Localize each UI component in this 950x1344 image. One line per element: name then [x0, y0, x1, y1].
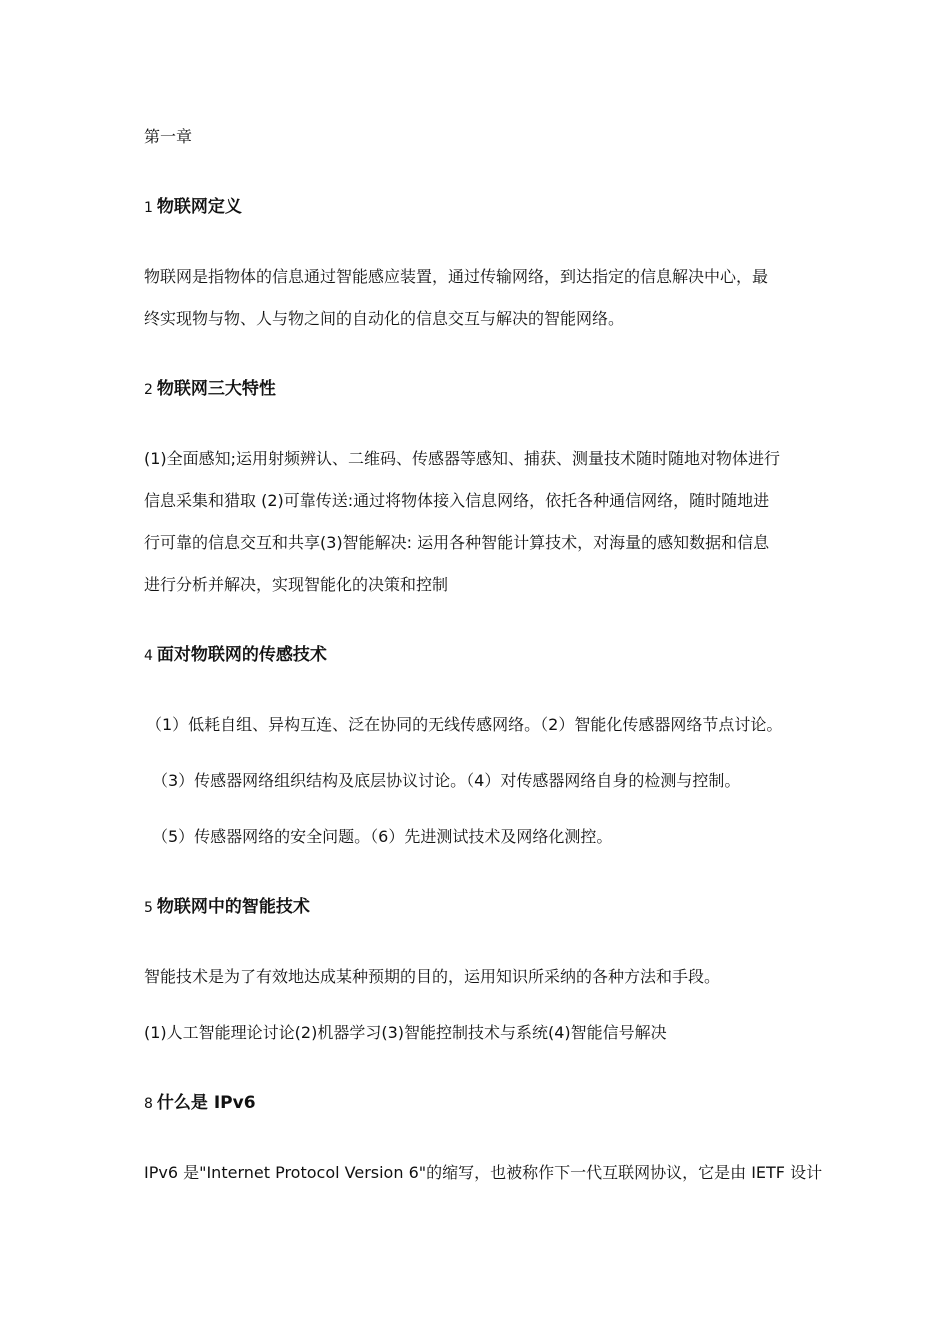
- section-4-heading: [144, 645, 327, 666]
- section-title: 物联网中的智能技术: [156, 897, 310, 917]
- section-2-heading: [144, 379, 276, 400]
- section-number: 5: [144, 900, 153, 916]
- paragraph-line: 终实现物与物、人与物之间的自动化的信息交互与解决的智能网络。: [144, 309, 625, 328]
- list-line: （1）低耗自组、异构互连、泛在协同的无线传感网络。（2）智能化传感器网络节点讨论。: [146, 715, 783, 734]
- section-number: 2: [144, 382, 153, 398]
- section-title: 什么是 IPv6: [156, 1093, 256, 1113]
- section-number: 4: [144, 648, 153, 664]
- paragraph-line: (1)人工智能理论讨论(2)机器学习(3)智能控制技术与系统(4)智能信号解决: [144, 1023, 667, 1042]
- list-line: （3）传感器网络组织结构及底层协议讨论。（4）对传感器网络自身的检测与控制。: [152, 771, 741, 790]
- paragraph-line: 进行分析并解决，实现智能化的决策和控制: [144, 575, 449, 594]
- section-8-heading: [144, 1093, 256, 1114]
- paragraph-line: 物联网是指物体的信息通过智能感应装置，通过传输网络，到达指定的信息解决中心，最: [144, 267, 769, 286]
- paragraph-line: 行可靠的信息交互和共享(3)智能解决: 运用各种智能计算技术，对海量的感知数据和信息: [144, 533, 770, 552]
- section-title: 物联网三大特性: [156, 379, 276, 399]
- section-title: 面对物联网的传感技术: [156, 645, 327, 665]
- section-title: 物联网定义: [156, 197, 242, 217]
- section-number: 1: [144, 200, 153, 216]
- section-1-heading: [144, 197, 242, 218]
- paragraph-line: IPv6 是"Internet Protocol Version 6"的缩写，也被称作下一代互联网协议，它是由 IETF 设计: [144, 1163, 823, 1182]
- paragraph-line: 智能技术是为了有效地达成某种预期的目的，运用知识所采纳的各种方法和手段。: [144, 967, 721, 986]
- paragraph-line: 信息采集和猎取 (2)可靠传送:通过将物体接入信息网络，依托各种通信网络，随时随地进: [144, 491, 770, 510]
- section-number: 8: [144, 1096, 153, 1112]
- list-line: （5）传感器网络的安全问题。（6）先进测试技术及网络化测控。: [152, 827, 613, 846]
- section-5-heading: [144, 897, 310, 918]
- chapter-title: 第一章: [144, 127, 193, 146]
- paragraph-line: (1)全面感知;运用射频辨认、二维码、传感器等感知、捕获、测量技术随时随地对物体进行: [144, 449, 781, 468]
